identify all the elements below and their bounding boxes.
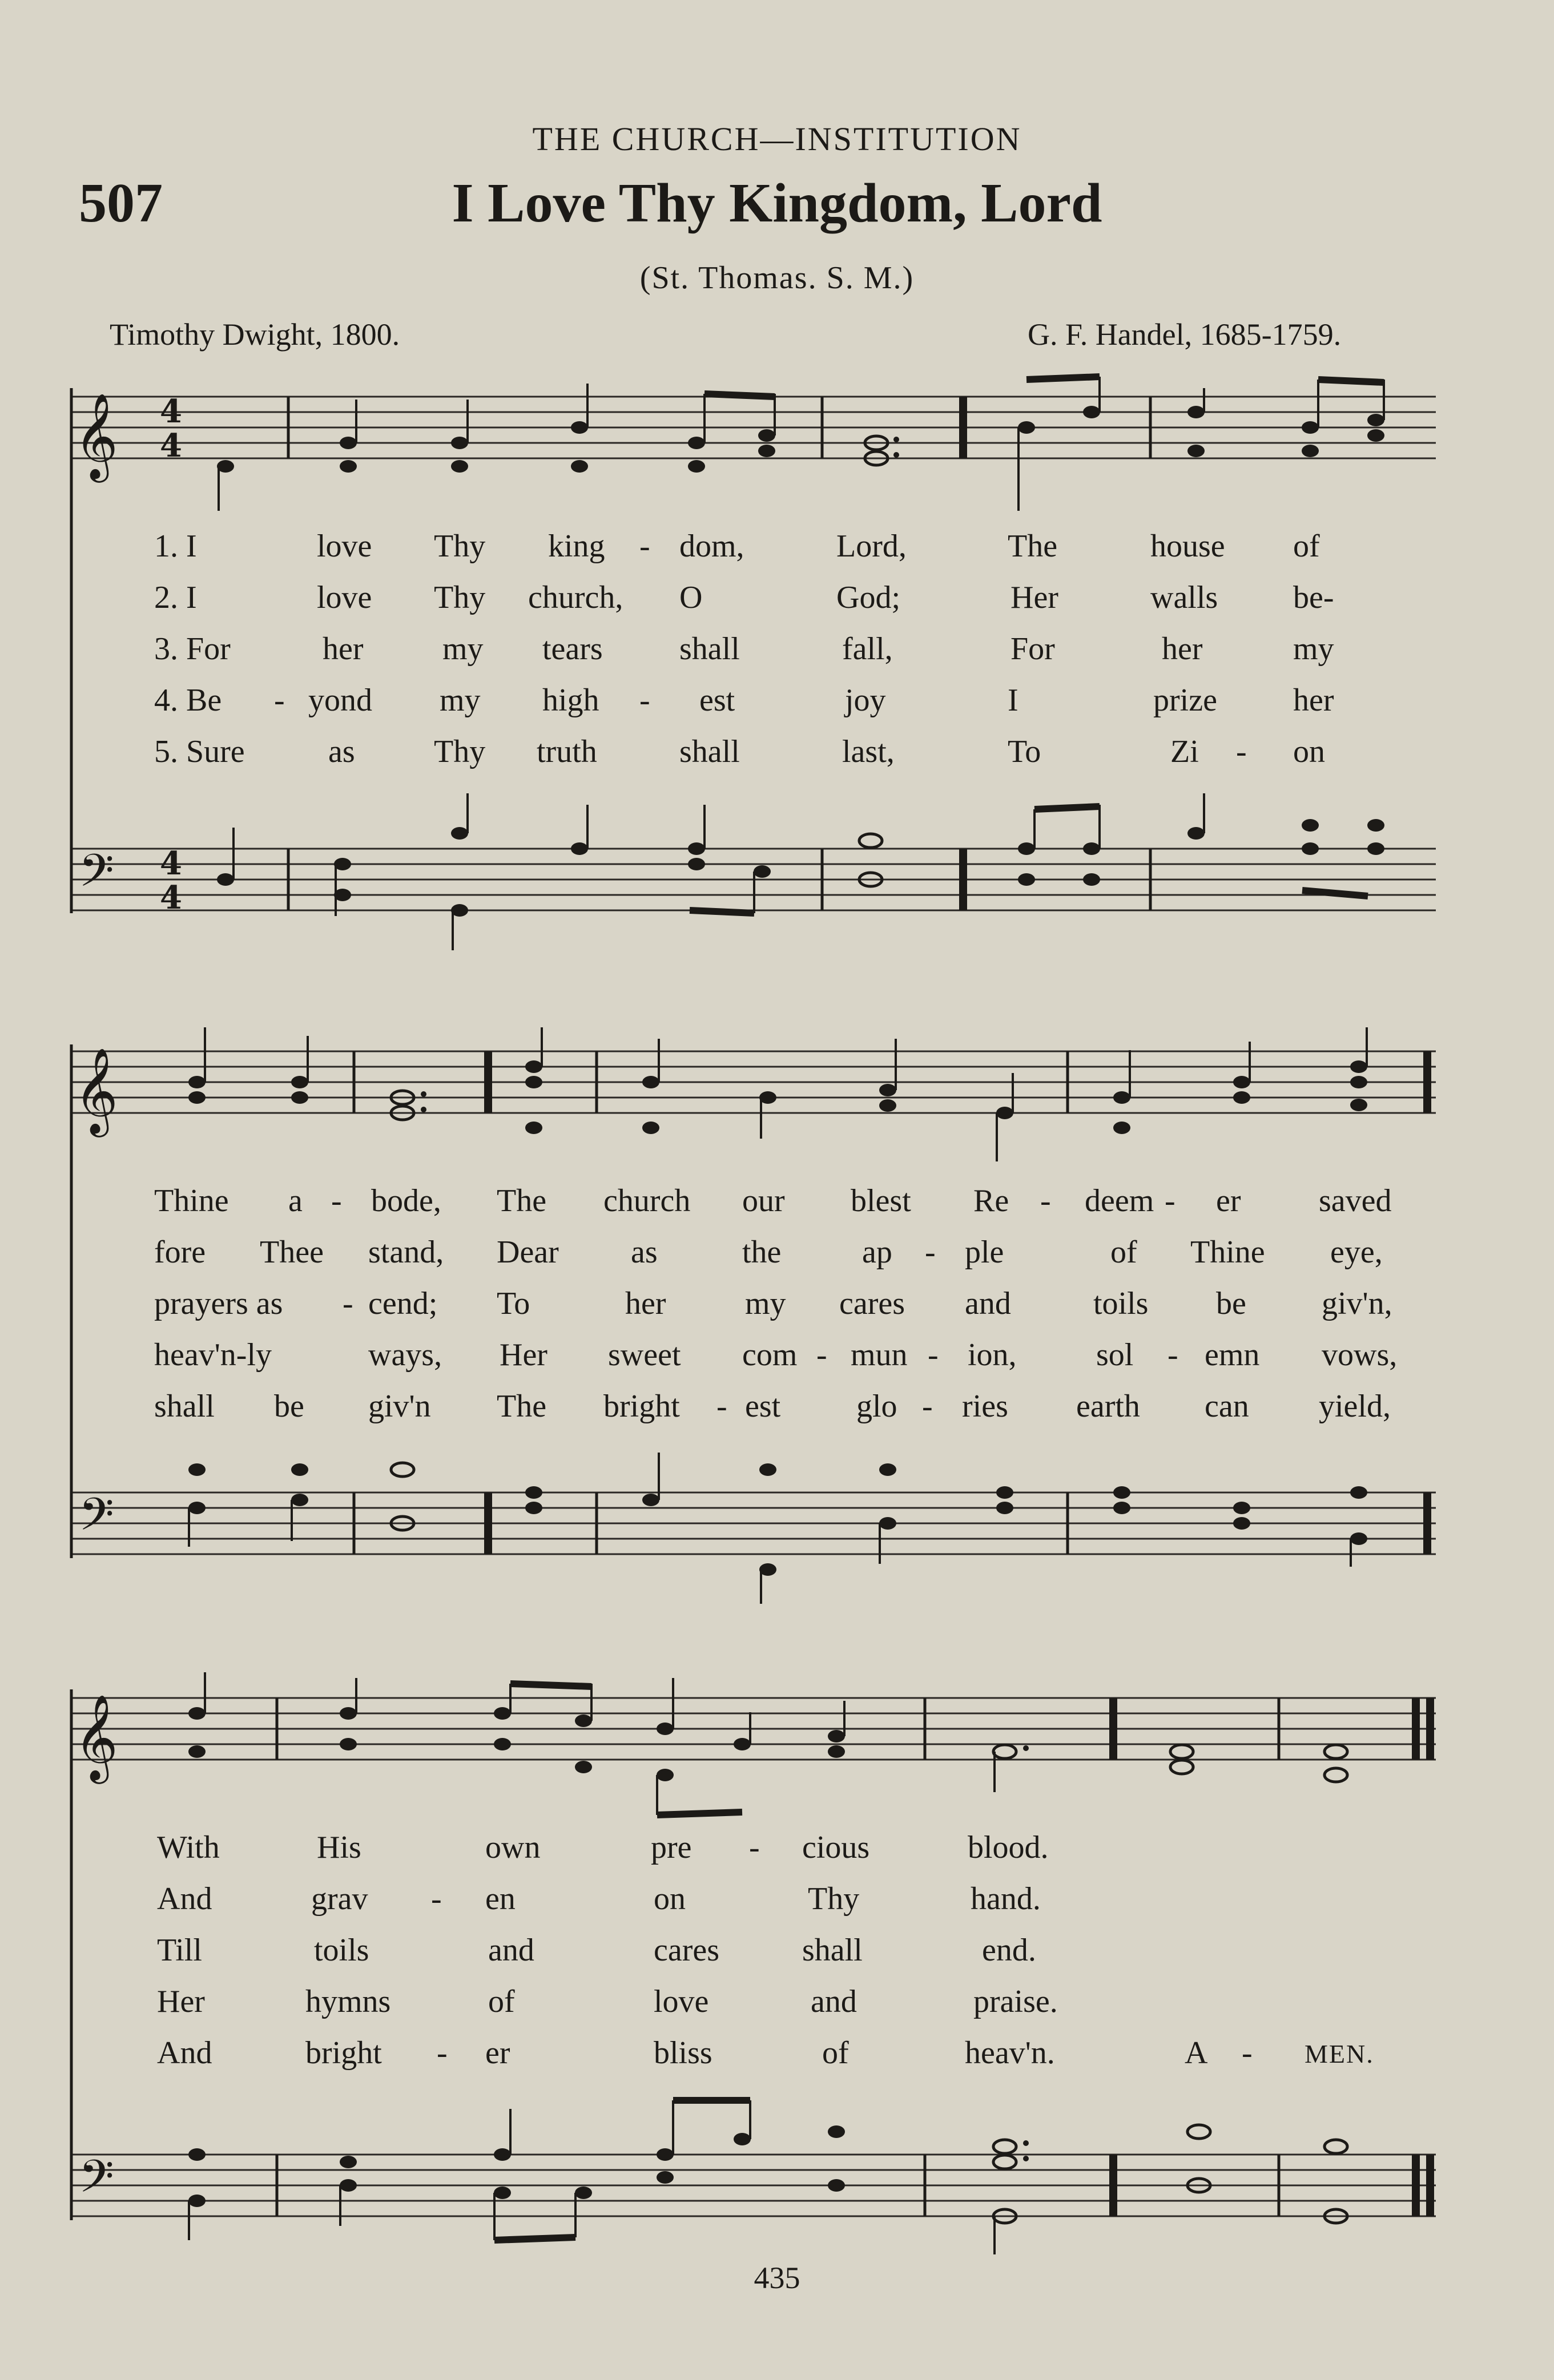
lyric-s3-v5-w6: of: [822, 2035, 849, 2071]
lyric-s1-v1-w7: Lord,: [836, 529, 907, 564]
lyric-s1-v2-w9: be-: [1293, 580, 1334, 615]
lyric-s3-v1-w6: cious: [802, 1830, 870, 1865]
hymn-number: 507: [79, 172, 163, 234]
lyric-s1-v3-w4: tears: [542, 631, 603, 667]
tune-name: (St. Thomas. S. M.): [639, 260, 915, 296]
lyric-s1-v1-w4: king: [548, 529, 605, 564]
lyric-s1-v3-w3: my: [442, 631, 484, 667]
lyric-s3-v5-w3: -: [437, 2035, 448, 2071]
lyric-s2-v2-w12: eye,: [1330, 1235, 1383, 1270]
lyric-s1-v4-w10: prize: [1153, 683, 1217, 718]
bass-clef-icon: 𝄢: [79, 1488, 114, 1552]
bass-time-signature-top: 4: [160, 845, 182, 882]
lyric-s1-v3-w9: my: [1293, 631, 1334, 667]
lyric-s2-v5-w7: est: [745, 1389, 781, 1424]
lyric-s2-v1-w12: -: [1165, 1183, 1175, 1219]
lyric-s3-v5-w8: A: [1185, 2035, 1208, 2071]
lyric-s2-v1-w5: The: [497, 1183, 547, 1219]
lyric-s1-v4-w4: my: [440, 683, 481, 718]
lyric-s2-v4-w11: -: [1167, 1337, 1178, 1373]
lyric-s1-v2-w2: love: [317, 580, 372, 615]
lyric-s3-v3-w5: shall: [802, 1933, 863, 1968]
lyric-s3-v2-w4: en: [485, 1881, 516, 1917]
lyric-s3-v1-w4: pre: [651, 1830, 692, 1865]
lyric-s3-v4-w5: and: [811, 1984, 857, 2019]
lyric-s1-v1-w8: The: [1008, 529, 1058, 564]
lyric-s2-v5-w10: ries: [962, 1389, 1008, 1424]
lyric-s1-v5-w9: -: [1236, 734, 1247, 769]
lyric-s1-v5-w4: truth: [537, 734, 597, 769]
lyric-s2-v5-w4: The: [497, 1389, 547, 1424]
lyric-s3-v4-w6: praise.: [973, 1984, 1058, 2019]
lyric-s2-v2-w7: ap: [862, 1235, 892, 1270]
lyric-s2-v4-w3: Her: [500, 1337, 547, 1373]
time-signature-top: 4: [160, 393, 182, 430]
lyric-s1-v4-w6: -: [639, 683, 650, 718]
system-2-bass-notes: [188, 1453, 1367, 1604]
lyric-s1-v4-w5: high: [542, 683, 599, 718]
lyric-s2-v5-w8: glo: [856, 1389, 897, 1424]
lyric-s1-v3-w7: For: [1010, 631, 1055, 667]
lyric-s3-v4-w3: of: [488, 1984, 515, 2019]
lyric-s1-v4-w9: I: [1008, 683, 1018, 718]
lyric-s2-v5-w12: can: [1205, 1389, 1249, 1424]
lyric-s3-v3-w3: and: [488, 1933, 534, 1968]
lyric-s2-v3-w10: be: [1216, 1286, 1246, 1321]
bass-clef-icon: 𝄢: [79, 2150, 114, 2214]
lyric-s2-v4-w12: emn: [1205, 1337, 1260, 1373]
treble-clef-icon: 𝄞: [74, 1693, 118, 1780]
lyric-s2-v2-w9: ple: [965, 1235, 1004, 1270]
lyric-s1-v4-w11: her: [1293, 683, 1334, 718]
lyric-s2-v1-w7: our: [742, 1183, 785, 1219]
lyric-s2-v1-w4: bode,: [371, 1183, 441, 1219]
lyric-s2-v1-w13: er: [1216, 1183, 1241, 1219]
lyric-s1-v2-w1: 2. I: [154, 580, 197, 615]
lyric-s2-v4-w7: mun: [851, 1337, 908, 1373]
lyric-s3-v5-w9: -: [1242, 2035, 1253, 2071]
lyric-s1-v2-w7: Her: [1010, 580, 1058, 615]
lyric-s2-v2-w3: stand,: [368, 1235, 444, 1270]
lyric-s3-v2-w6: Thy: [808, 1881, 860, 1917]
lyric-s2-v2-w10: of: [1110, 1235, 1137, 1270]
lyric-s3-v3-w2: toils: [314, 1933, 369, 1968]
words-credit: Timothy Dwight, 1800.: [110, 317, 400, 352]
lyric-s2-v1-w11: deem: [1085, 1183, 1154, 1219]
lyric-s1-v1-w1: 1. I: [154, 529, 197, 564]
lyric-s3-v3-w1: Till: [157, 1933, 202, 1968]
system-2-bass-staff: [71, 1492, 1436, 1554]
system-2-treble-staff: [71, 1051, 1436, 1113]
lyric-s2-v1-w3: -: [331, 1183, 342, 1219]
lyric-s1-v2-w8: walls: [1150, 580, 1218, 615]
lyric-s2-v2-w2: Thee: [260, 1235, 324, 1270]
lyric-s2-v5-w5: bright: [603, 1389, 680, 1424]
lyric-s3-v1-w7: blood.: [968, 1830, 1049, 1865]
lyric-s2-v1-w1: Thine: [154, 1183, 229, 1219]
lyric-s3-v2-w1: And: [157, 1881, 212, 1917]
treble-clef-icon: 𝄞: [74, 392, 118, 479]
lyric-s3-v5-w10: MEN.: [1305, 2039, 1374, 2068]
system-3-bass-notes: [188, 2100, 1347, 2254]
lyric-s1-v3-w2: her: [323, 631, 364, 667]
lyric-s3-v5-w7: heav'n.: [965, 2035, 1055, 2071]
hymn-title: I Love Thy Kingdom, Lord: [452, 172, 1102, 234]
lyric-s1-v4-w3: yond: [308, 683, 372, 718]
lyric-s2-v4-w1: heav'n-ly: [154, 1337, 272, 1373]
lyric-s3-v1-w3: own: [485, 1830, 541, 1865]
lyric-s1-v3-w1: 3. For: [154, 631, 231, 667]
lyric-s1-v5-w10: on: [1293, 734, 1325, 769]
lyric-s1-v4-w8: joy: [845, 683, 886, 718]
lyric-s2-v5-w3: giv'n: [368, 1389, 431, 1424]
music-credit: G. F. Handel, 1685-1759.: [1028, 317, 1342, 352]
lyric-s2-v3-w2: -: [343, 1286, 353, 1321]
lyric-s2-v4-w8: -: [928, 1337, 939, 1373]
lyric-s2-v4-w2: ways,: [368, 1337, 442, 1373]
lyric-s2-v3-w7: cares: [839, 1286, 905, 1321]
lyric-s1-v4-w7: est: [699, 683, 735, 718]
lyric-s1-v1-w5: -: [639, 529, 650, 564]
system-1-bass-notes: [217, 793, 1384, 950]
lyric-s2-v4-w13: vows,: [1322, 1337, 1398, 1373]
lyric-s1-v5-w7: To: [1008, 734, 1041, 769]
lyric-s1-v1-w3: Thy: [434, 529, 486, 564]
lyric-s2-v5-w6: -: [716, 1389, 727, 1424]
lyric-s3-v4-w2: hymns: [305, 1984, 391, 2019]
lyric-s2-v3-w9: toils: [1093, 1286, 1149, 1321]
lyric-s2-v4-w4: sweet: [608, 1337, 681, 1373]
lyric-s3-v5-w2: bright: [305, 2035, 382, 2071]
lyric-s2-v3-w11: giv'n,: [1322, 1286, 1392, 1321]
lyric-s3-v1-w1: With: [157, 1830, 220, 1865]
lyric-s3-v5-w5: bliss: [654, 2035, 712, 2071]
lyric-s3-v3-w4: cares: [654, 1933, 720, 1968]
lyric-s2-v1-w2: a: [288, 1183, 303, 1219]
lyric-s2-v3-w6: my: [745, 1286, 786, 1321]
lyric-s2-v5-w13: yield,: [1319, 1389, 1391, 1424]
lyric-s2-v4-w9: ion,: [968, 1337, 1017, 1373]
bass-time-signature-bottom: 4: [160, 879, 182, 917]
lyric-s1-v4-w2: -: [274, 683, 285, 718]
lyric-s2-v3-w8: and: [965, 1286, 1011, 1321]
bass-clef-icon: 𝄢: [79, 844, 114, 908]
lyric-s3-v1-w2: His: [317, 1830, 361, 1865]
time-signature-bottom: 4: [160, 427, 182, 465]
lyric-s1-v5-w1: 5. Sure: [154, 734, 245, 769]
lyric-s2-v3-w1: prayers as: [154, 1286, 283, 1321]
lyric-s1-v5-w3: Thy: [434, 734, 486, 769]
system-2-treble-notes: [188, 1027, 1367, 1161]
lyric-s2-v2-w8: -: [925, 1235, 936, 1270]
treble-clef-icon: 𝄞: [74, 1047, 118, 1133]
lyric-s1-v2-w6: God;: [836, 580, 900, 615]
section-heading: THE CHURCH—INSTITUTION: [532, 120, 1022, 158]
lyric-s1-v3-w6: fall,: [842, 631, 893, 667]
lyric-s1-v4-w1: 4. Be: [154, 683, 222, 718]
lyric-s3-v5-w4: er: [485, 2035, 510, 2071]
lyric-s2-v5-w9: -: [922, 1389, 933, 1424]
lyric-s2-v1-w6: church: [603, 1183, 691, 1219]
lyric-s3-v2-w2: grav: [311, 1881, 368, 1917]
lyric-s2-v4-w10: sol: [1096, 1337, 1134, 1373]
page-number: 435: [754, 2261, 800, 2295]
lyric-s2-v4-w6: -: [816, 1337, 827, 1373]
lyric-s1-v5-w6: last,: [842, 734, 895, 769]
lyric-s2-v1-w10: -: [1040, 1183, 1051, 1219]
lyric-s1-v3-w8: her: [1162, 631, 1203, 667]
lyric-s2-v3-w3: cend;: [368, 1286, 438, 1321]
lyric-s2-v2-w5: as: [631, 1235, 658, 1270]
lyric-s3-v4-w1: Her: [157, 1984, 205, 2019]
lyric-s2-v1-w8: blest: [851, 1183, 911, 1219]
lyric-s2-v2-w1: fore: [154, 1235, 206, 1270]
lyric-s3-v3-w6: end.: [982, 1933, 1036, 1968]
lyric-s1-v1-w10: of: [1293, 529, 1320, 564]
lyric-s1-v5-w8: Zi: [1170, 734, 1199, 769]
lyric-s1-v1-w2: love: [317, 529, 372, 564]
lyric-s2-v5-w11: earth: [1076, 1389, 1140, 1424]
lyric-s2-v5-w2: be: [274, 1389, 304, 1424]
lyric-s1-v2-w4: church,: [528, 580, 623, 615]
lyric-s2-v2-w6: the: [742, 1235, 782, 1270]
lyric-s2-v2-w11: Thine: [1190, 1235, 1265, 1270]
lyric-s2-v2-w4: Dear: [497, 1235, 559, 1270]
lyric-s3-v4-w4: love: [654, 1984, 709, 2019]
lyric-s1-v1-w6: dom,: [679, 529, 744, 564]
lyric-s3-v2-w7: hand.: [971, 1881, 1041, 1917]
lyric-s1-v3-w5: shall: [679, 631, 740, 667]
system-1-treble-staff: [71, 397, 1436, 458]
lyric-s1-v1-w9: house: [1150, 529, 1225, 564]
lyric-s3-v2-w5: on: [654, 1881, 686, 1917]
lyric-s2-v5-w1: shall: [154, 1389, 215, 1424]
lyric-s1-v2-w3: Thy: [434, 580, 486, 615]
lyric-s2-v1-w14: saved: [1319, 1183, 1392, 1219]
lyric-s1-v2-w5: O: [679, 580, 703, 615]
lyric-s2-v3-w4: To: [497, 1286, 530, 1321]
lyric-s3-v1-w5: -: [749, 1830, 760, 1865]
lyric-s1-v5-w5: shall: [679, 734, 740, 769]
lyric-s2-v1-w9: Re: [973, 1183, 1009, 1219]
lyric-s2-v3-w5: her: [625, 1286, 666, 1321]
lyric-s3-v5-w1: And: [157, 2035, 212, 2071]
lyric-s2-v4-w5: com: [742, 1337, 798, 1373]
lyric-s1-v5-w2: as: [328, 734, 355, 769]
lyric-s3-v2-w3: -: [431, 1881, 442, 1917]
